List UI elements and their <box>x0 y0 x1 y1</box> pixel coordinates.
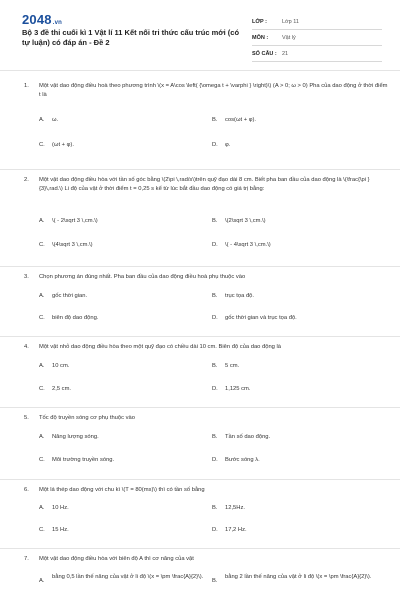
meta-label: SỐ CÂU : <box>252 50 277 57</box>
option-d[interactable]: D. gốc thời gian và trục tọa độ. <box>212 315 297 321</box>
option-b[interactable]: B. bằng 2 lần thế năng của vật ở li độ \(x = \pm \frac{A}{2}\). <box>212 574 372 584</box>
meta-value: Lớp 11 <box>282 18 299 25</box>
meta-label: LỚP : <box>252 18 267 25</box>
document-title: Bộ 3 đề thi cuối kì 1 Vật lí 11 Kết nối tri thức cấu trúc mới (có tự luận) có đáp án - Đề 2 <box>22 28 240 47</box>
question-number: 7. <box>24 556 29 562</box>
question-stem <box>24 414 388 423</box>
question-number: 2. <box>24 177 29 183</box>
option-b[interactable]: B. 12,5Hz. <box>212 505 245 511</box>
site-logo[interactable]: 2048.vn <box>22 12 63 27</box>
option-a[interactable]: A. 10 cm. <box>39 363 70 369</box>
option-a[interactable]: A. bằng 0,5 lần thế năng của vật ở li độ \(x = \pm \frac{A}{2}\). <box>39 574 204 584</box>
question-5 <box>0 408 400 480</box>
option-d[interactable]: D. Bước sóng λ. <box>212 457 260 463</box>
question-text: Một vật dao động điều hòa với biên độ A thì cơ năng của vật <box>39 556 194 562</box>
question-text: Một vật nhỏ dao động điều hòa theo một quỹ đạo có chiều dài 10 cm. Biên độ của dao động là <box>39 344 282 350</box>
question-stem <box>24 555 388 564</box>
question-text: Một vật dao động điều hoà theo phương trình \(x = A\cos \left( {\omega t + \varphi } \right)\) (A > 0; ω > 0) Pha của dao động ở thời điểm t là <box>39 83 388 98</box>
question-stem <box>24 82 388 99</box>
option-d[interactable]: D. \( - 4\sqrt 3 \,cm.\) <box>212 242 271 248</box>
option-c[interactable]: C. Môi trường truyền sóng. <box>39 457 115 463</box>
option-d[interactable]: D. 1,125 cm. <box>212 386 251 392</box>
question-1 <box>0 76 400 170</box>
option-a[interactable]: A. ω. <box>39 117 59 123</box>
question-text: Chọn phương án đúng nhất. Pha ban đầu của dao động điều hoà phụ thuộc vào <box>39 274 246 280</box>
question-stem <box>24 486 388 495</box>
question-text: Tốc độ truyền sóng cơ phụ thuộc vào <box>39 415 135 421</box>
option-a[interactable]: A. \( - 2\sqrt 3 \,cm.\) <box>39 218 98 224</box>
option-b[interactable]: B. \(2\sqrt 3 \,cm.\) <box>212 218 266 224</box>
option-c[interactable]: C. biên độ dao động. <box>39 315 99 321</box>
option-c[interactable]: C. \(4\sqrt 3 \,cm.\) <box>39 242 93 248</box>
option-a[interactable]: A. Năng lượng sóng. <box>39 434 99 440</box>
option-d[interactable]: D. φ. <box>212 142 231 148</box>
question-number: 1. <box>24 83 29 89</box>
meta-subject-row <box>252 30 382 46</box>
option-c[interactable]: C. 2,5 cm. <box>39 386 72 392</box>
question-number: 6. <box>24 487 29 493</box>
question-3 <box>0 267 400 337</box>
option-a[interactable]: A. gốc thời gian. <box>39 293 88 299</box>
option-b[interactable]: B. 5 cm. <box>212 363 240 369</box>
question-number: 4. <box>24 344 29 350</box>
question-4 <box>0 337 400 408</box>
meta-class-row <box>252 14 382 30</box>
question-6 <box>0 480 400 549</box>
meta-label: MÔN : <box>252 34 269 41</box>
question-stem <box>24 273 388 282</box>
question-number: 3. <box>24 274 29 280</box>
question-text: Một vật dao động điều hòa với tần số góc bằng \(2\pi \,rad/s\)trên quỹ đạo dài 8 cm. Biết pha ban đầu của dao động là \(\frac{\pi }{3}\,rad.\) Li độ của vật ở thời điểm t = 0,25 s kể từ lúc bắt đầu dao động có giá trị bằng: <box>39 177 370 192</box>
question-number: 5. <box>24 415 29 421</box>
meta-value: Vật lý <box>282 34 296 41</box>
question-text: Một lá thép dao động với chu kì \(T = 80(ms)\) thì có tần số bằng <box>39 487 205 493</box>
meta-value: 21 <box>282 50 289 57</box>
option-b[interactable]: B. cos(ωt + φ). <box>212 117 256 123</box>
question-7 <box>0 549 400 606</box>
page-header <box>0 0 400 71</box>
option-d[interactable]: D. 17,2 Hz. <box>212 527 247 533</box>
document-meta <box>252 14 382 62</box>
question-stem <box>24 343 388 352</box>
option-c[interactable]: C. 15 Hz. <box>39 527 69 533</box>
option-b[interactable]: B. Tần số dao động. <box>212 434 271 440</box>
option-a[interactable]: A. 10 Hz. <box>39 505 69 511</box>
question-stem <box>24 176 388 193</box>
option-b[interactable]: B. trục tọa độ. <box>212 293 255 299</box>
meta-count-row <box>252 46 382 62</box>
question-2 <box>0 170 400 267</box>
question-list <box>0 76 400 606</box>
option-c[interactable]: C. (ωt + φ). <box>39 142 74 148</box>
